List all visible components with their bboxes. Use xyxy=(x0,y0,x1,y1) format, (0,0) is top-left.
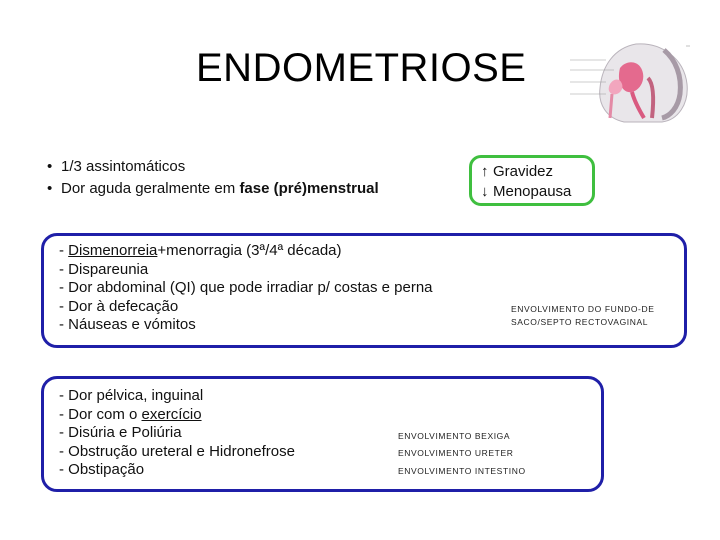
intestine-note: ENVOLVIMENTO INTESTINO xyxy=(398,466,526,476)
symptom-item xyxy=(59,242,433,261)
symptom-item: - Náuseas e vómitos xyxy=(59,316,196,334)
symptom-item: - Disúria e Poliúria xyxy=(59,424,182,442)
arrow-down-icon: ↓ xyxy=(481,183,489,200)
symptom-prefix: - xyxy=(59,242,69,259)
menopause-label: Menopausa xyxy=(493,183,572,200)
symptom-list xyxy=(59,242,433,335)
symptom-list xyxy=(59,387,295,480)
bullet-bold-text: fase (pré)menstrual xyxy=(239,180,379,197)
rectovaginal-note-line2: SACO/SEPTO RECTOVAGINAL xyxy=(511,317,649,327)
symptom-item: - Dor abdominal (QI) que pode irradiar p/ costas e perna xyxy=(59,279,433,297)
page-title: ENDOMETRIOSE xyxy=(196,46,527,90)
symptom-item: - Dispareunia xyxy=(59,260,149,278)
pregnancy-label: Gravidez xyxy=(493,163,554,180)
bullet-text: 1/3 assintomáticos xyxy=(61,158,186,175)
symptom-underlined: exercício xyxy=(141,405,202,423)
symptom-box-rectovaginal xyxy=(41,233,687,348)
symptom-prefix: - Dor com o xyxy=(59,405,142,423)
symptom-item xyxy=(59,406,295,425)
bladder-note: ENVOLVIMENTO BEXIGA xyxy=(398,431,511,441)
ureter-note: ENVOLVIMENTO URETER xyxy=(398,448,514,458)
pregnancy-menopause-box xyxy=(469,155,595,206)
bullet-item xyxy=(47,156,379,178)
pelvic-anatomy-illustration-icon xyxy=(566,38,690,124)
symptom-item: - Obstrução ureteral e Hidronefrose xyxy=(59,442,295,460)
symptom-item: - Dor à defecação xyxy=(59,297,179,315)
bullet-marker: • xyxy=(47,180,53,197)
symptom-item: - Dor pélvica, inguinal xyxy=(59,387,204,404)
symptom-underlined: Dismenorreia xyxy=(68,242,158,259)
rectovaginal-note-line1: ENVOLVIMENTO DO FUNDO-DE xyxy=(511,304,655,314)
symptom-item: - Obstipação xyxy=(59,461,145,479)
menopause-line xyxy=(481,182,592,202)
bullet-marker: • xyxy=(47,158,53,175)
symptom-rest: +menorragia (3ª/4ª década) xyxy=(157,242,342,259)
bullet-list xyxy=(47,156,379,200)
bullet-item xyxy=(47,178,379,200)
bullet-text: Dor aguda geralmente em xyxy=(61,180,240,197)
arrow-up-icon: ↑ xyxy=(481,163,489,180)
pregnancy-line xyxy=(481,162,592,182)
